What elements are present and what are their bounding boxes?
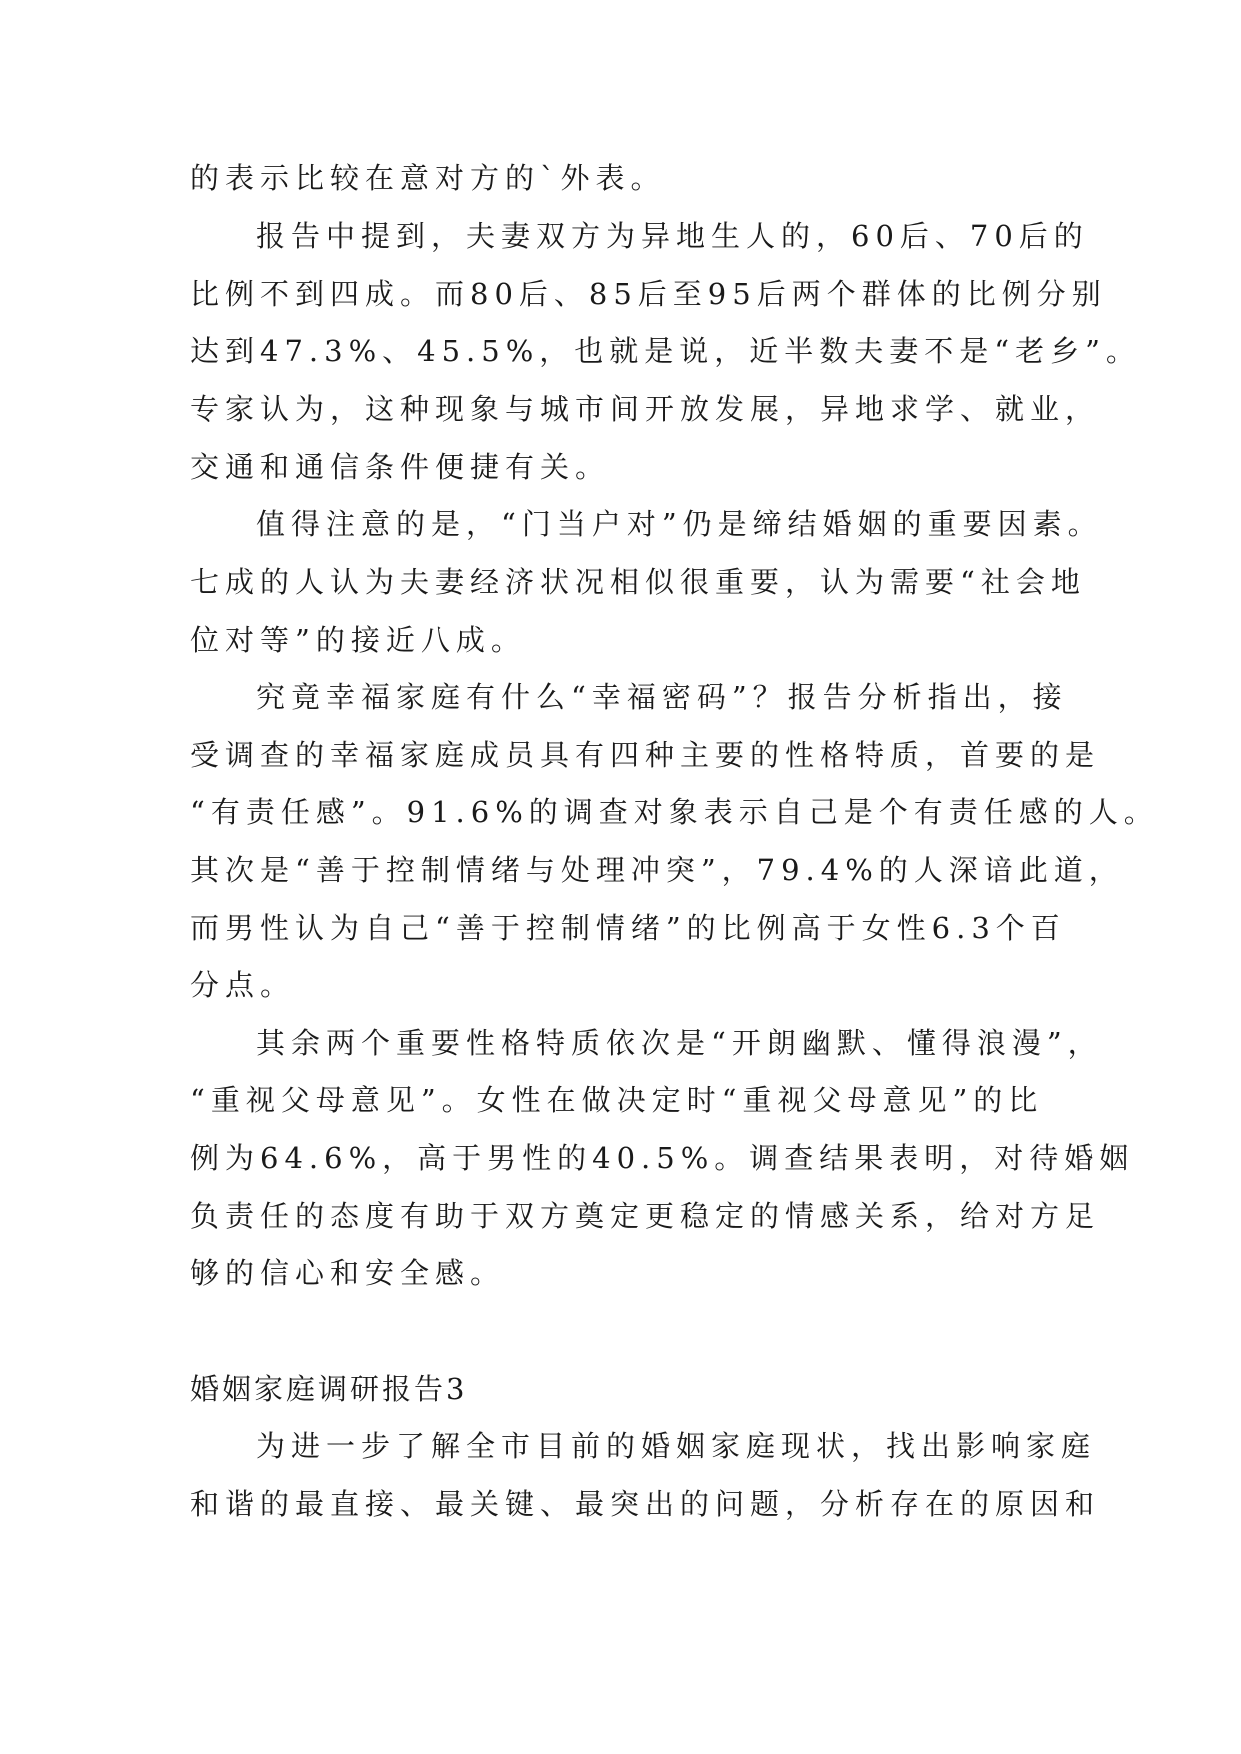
text-line: “有责任感”。91.6%的调查对象表示自己是个有责任感的人。 xyxy=(190,795,1159,829)
text-line: 负责任的态度有助于双方奠定更稳定的情感关系，给对方足 xyxy=(190,1199,1101,1233)
text-line: 达到47.3%、45.5%，也就是说，近半数夫妻不是“老乡”。 xyxy=(190,334,1141,368)
text-line: 够的信心和安全感。 xyxy=(190,1256,506,1290)
paragraph-first-line: 为进一步了解全市目前的婚姻家庭现状，找出影响家庭 xyxy=(256,1429,1097,1463)
text-line: 其次是“善于控制情绪与处理冲突”，79.4%的人深谙此道， xyxy=(190,853,1124,887)
text-line: “重视父母意见”。女性在做决定时“重视父母意见”的比 xyxy=(190,1083,1044,1117)
text-line: 专家认为，这种现象与城市间开放发展，异地求学、就业， xyxy=(190,392,1101,426)
text-line: 和谐的最直接、最关键、最突出的问题，分析存在的原因和 xyxy=(190,1487,1101,1521)
text-line: 位对等”的接近八成。 xyxy=(190,623,526,657)
text-line: 例为64.6%，高于男性的40.5%。调查结果表明，对待婚姻 xyxy=(190,1141,1135,1175)
paragraph-first-line: 其余两个重要性格特质依次是“开朗幽默、懂得浪漫”， xyxy=(256,1026,1103,1060)
text-line: 比例不到四成。而80后、85后至95后两个群体的比例分别 xyxy=(190,277,1107,311)
section-heading: 婚姻家庭调研报告3 xyxy=(190,1372,468,1406)
text-line: 的表示比较在意对方的`外表。 xyxy=(190,161,666,195)
text-line: 而男性认为自己“善于控制情绪”的比例高于女性6.3个百 xyxy=(190,911,1066,945)
text-line: 受调查的幸福家庭成员具有四种主要的性格特质，首要的是 xyxy=(190,738,1101,772)
text-line: 七成的人认为夫妻经济状况相似很重要，认为需要“社会地 xyxy=(190,565,1086,599)
paragraph-first-line: 值得注意的是，“门当户对”仍是缔结婚姻的重要因素。 xyxy=(256,507,1103,541)
paragraph-first-line: 究竟幸福家庭有什么“幸福密码”？报告分析指出，接 xyxy=(256,680,1068,714)
text-line: 交通和通信条件便捷有关。 xyxy=(190,450,611,484)
text-line: 分点。 xyxy=(190,968,296,1002)
paragraph-first-line: 报告中提到，夫妻双方为异地生人的，60后、70后的 xyxy=(256,219,1089,253)
